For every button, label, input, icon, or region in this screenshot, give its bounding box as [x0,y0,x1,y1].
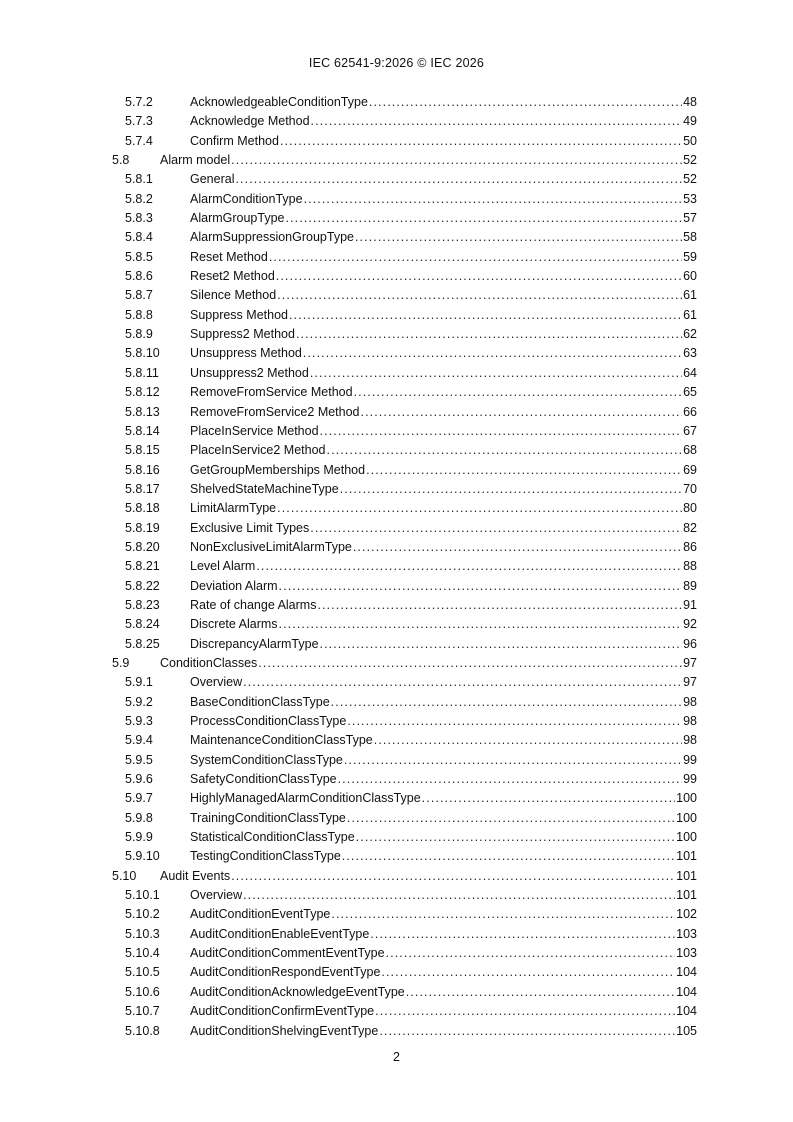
toc-entry-page: 98 [683,694,697,709]
toc-entry[interactable] [0,847,793,866]
dot-leader [304,190,683,209]
toc-entry-body [190,538,697,557]
toc-entry[interactable] [0,751,793,770]
toc-entry-title: Alarm model [160,153,231,168]
toc-entry[interactable] [0,944,793,963]
toc-entry-title: Discrete Alarms [190,617,278,632]
dot-leader [347,712,682,731]
toc-entry-body [190,1022,697,1041]
toc-entry[interactable] [0,789,793,808]
toc-entry-page: 104 [676,965,697,980]
toc-entry-page: 101 [676,868,697,883]
toc-entry-body [160,151,697,170]
toc-entry-body [190,886,697,905]
toc-entry-body [190,963,697,982]
toc-entry[interactable] [0,886,793,905]
toc-entry-number: 5.7.4 [125,133,153,148]
dot-leader [353,538,682,557]
toc-entry-number: 5.8.11 [125,365,159,380]
toc-entry-page: 102 [676,907,697,922]
dot-leader [331,905,675,924]
toc-entry[interactable] [0,596,793,615]
dot-leader [280,132,682,151]
toc-entry-number: 5.8.7 [125,288,153,303]
toc-entry[interactable] [0,983,793,1002]
toc-entry-title: AcknowledgeableConditionType [190,95,368,109]
toc-entry-title: Deviation Alarm [190,578,278,593]
toc-entry-number: 5.8.25 [125,636,160,651]
dot-leader [331,693,682,712]
toc-entry-body [190,480,697,499]
toc-entry-body [190,170,697,189]
toc-entry-body [190,306,697,325]
toc-entry-body [190,248,697,267]
dot-leader [356,828,675,847]
toc-entry-body [190,577,697,596]
toc-entry[interactable] [0,712,793,731]
toc-entry-number: 5.9 [112,655,130,670]
toc-entry-page: 86 [683,539,697,554]
toc-entry[interactable] [0,325,793,344]
toc-entry-title: RemoveFromService Method [190,385,353,400]
toc-entry-page: 101 [676,849,697,864]
dot-leader [243,886,675,905]
toc-entry-page: 52 [683,172,697,187]
toc-entry-page: 100 [676,810,697,825]
toc-entry-page: 99 [683,772,697,787]
toc-entry-body [190,190,697,209]
toc-entry-title: ShelvedStateMachineType [190,481,339,496]
toc-entry-body [190,905,697,924]
toc-entry-title: Rate of change Alarms [190,597,317,612]
toc-entry-body [190,228,697,247]
toc-entry-number: 5.8.22 [125,578,160,593]
toc-entry-title: PlaceInService2 Method [190,443,326,458]
toc-entry-title: AuditConditionShelvingEventType [190,1023,379,1038]
toc-entry-title: Audit Events [160,868,231,883]
toc-entry[interactable] [0,383,793,402]
toc-entry-page: 82 [683,520,697,535]
toc-entry-body [160,867,697,886]
toc-entry-title: Overview [190,888,243,903]
toc-entry-page: 100 [676,830,697,845]
toc-entry-title: Reset Method [190,249,268,264]
toc-entry-number: 5.9.5 [125,752,153,767]
page-header: IEC 62541-9:2026 © IEC 2026 [308,56,485,70]
toc-entry-number: 5.8.10 [125,346,160,361]
toc-entry-page: 65 [683,385,697,400]
dot-leader [342,847,675,866]
toc-entry-page: 103 [676,926,697,941]
toc-entry-title: SystemConditionClassType [190,752,343,767]
toc-entry-body [160,654,697,673]
dot-leader [303,344,682,363]
toc-entry-page: 58 [683,230,697,245]
toc-entry-title: ProcessConditionClassType [190,714,347,728]
toc-entry-page: 50 [683,133,697,148]
toc-entry-page: 48 [683,95,697,109]
toc-entry-title: General [190,172,235,187]
dot-leader [386,944,676,963]
toc-entry-title: Overview [190,675,243,690]
toc-entry-body [190,1002,697,1021]
toc-entry-title: StatisticalConditionClassType [190,830,355,845]
toc-entry-page: 97 [683,655,697,670]
toc-entry-page: 104 [676,984,697,999]
toc-entry[interactable] [0,403,793,422]
toc-entry-body [190,112,697,131]
toc-entry[interactable] [0,93,793,112]
toc-entry-number: 5.9.7 [125,791,153,806]
toc-entry-page: 105 [676,1023,697,1038]
toc-entry-number: 5.8.21 [125,559,160,574]
dot-leader [269,248,682,267]
toc-entry-number: 5.8.20 [125,539,160,554]
dot-leader [310,519,682,538]
toc-entry-page: 100 [676,791,697,806]
dot-leader [231,151,682,170]
dot-leader [277,499,682,518]
toc-entry-number: 5.8.15 [125,443,160,458]
dot-leader [354,383,683,402]
dot-leader [344,751,682,770]
toc-entry-number: 5.8.19 [125,520,160,535]
dot-leader [381,963,675,982]
toc-entry-page: 57 [683,211,697,226]
toc-entry[interactable] [0,615,793,634]
dot-leader [366,461,682,480]
toc-entry-page: 49 [683,114,697,129]
toc-entry-number: 5.9.1 [125,675,153,690]
toc-entry[interactable] [0,809,793,828]
toc-entry-body [190,673,697,692]
toc-entry-number: 5.8.13 [125,404,160,419]
toc-entry-body [190,441,697,460]
toc-entry-body [190,731,697,750]
toc-entry-page: 101 [676,888,697,903]
toc-entry-number: 5.9.6 [125,772,153,787]
dot-leader [276,267,682,286]
toc-entry-number: 5.8.5 [125,249,153,264]
toc-entry-body [190,132,697,151]
dot-leader [311,112,683,131]
toc-entry-title: AuditConditionEventType [190,907,331,922]
toc-entry[interactable] [0,286,793,305]
dot-leader [338,770,682,789]
dot-leader [422,789,675,808]
toc-entry-body [190,461,697,480]
toc-entry-number: 5.9.8 [125,810,153,825]
toc-entry-number: 5.8.6 [125,269,153,284]
toc-entry-page: 99 [683,752,697,767]
toc-entry-body [190,925,697,944]
toc-entry-number: 5.9.10 [125,849,160,864]
toc-entry-number: 5.9.9 [125,830,153,845]
dot-leader [320,422,683,441]
toc-entry-title: AlarmSuppressionGroupType [190,230,354,245]
toc-entry-page: 103 [676,946,697,961]
toc-entry[interactable] [0,170,793,189]
toc-entry-number: 5.9.2 [125,694,153,709]
dot-leader [317,596,682,615]
toc-entry[interactable] [0,1002,793,1021]
toc-entry[interactable] [0,635,793,654]
toc-entry-number: 5.10.5 [125,965,160,980]
toc-entry-page: 96 [683,636,697,651]
toc-entry-number: 5.9.3 [125,714,153,728]
toc-entry-number: 5.10.2 [125,907,160,922]
dot-leader [243,673,682,692]
toc-entry-page: 61 [683,307,697,322]
dot-leader [370,925,675,944]
toc-entry-body [190,789,697,808]
toc-entry-title: TestingConditionClassType [190,849,341,864]
toc-entry-page: 67 [683,423,697,438]
toc-entry-title: Confirm Method [190,133,279,148]
toc-entry-number: 5.9.4 [125,733,153,748]
toc-entry-page: 62 [683,327,697,342]
toc-entry-page: 52 [683,153,697,168]
toc-entry[interactable] [0,693,793,712]
toc-entry-body [190,519,697,538]
toc-entry-body [190,809,697,828]
toc-entry-title: AlarmGroupType [190,211,285,226]
toc-entry-page: 98 [683,733,697,748]
table-of-contents [0,93,793,1041]
toc-entry[interactable] [0,151,793,170]
dot-leader [327,441,683,460]
toc-entry-body [190,770,697,789]
toc-entry-title: DiscrepancyAlarmType [190,636,319,651]
toc-entry-title: AuditConditionAcknowledgeEventType [190,984,405,999]
toc-entry-page: 89 [683,578,697,593]
toc-entry-page: 61 [683,288,697,303]
toc-entry[interactable] [0,499,793,518]
dot-leader [231,867,675,886]
toc-entry-title: NonExclusiveLimitAlarmType [190,539,352,554]
toc-entry[interactable] [0,770,793,789]
toc-entry-body [190,93,697,112]
toc-entry[interactable] [0,828,793,847]
toc-entry-number: 5.8.14 [125,423,160,438]
toc-entry-page: 63 [683,346,697,361]
toc-entry-number: 5.8.2 [125,191,153,206]
toc-entry-number: 5.8.8 [125,307,153,322]
toc-entry-title: PlaceInService Method [190,423,319,438]
page-number: 2 [393,1050,400,1064]
toc-entry-body [190,983,697,1002]
toc-entry-number: 5.8.17 [125,481,160,496]
toc-entry-title: MaintenanceConditionClassType [190,733,373,748]
toc-entry[interactable] [0,1022,793,1041]
toc-entry[interactable] [0,306,793,325]
toc-entry-title: Suppress Method [190,307,288,322]
dot-leader [379,1022,675,1041]
toc-entry[interactable] [0,248,793,267]
toc-entry-title: AuditConditionEnableEventType [190,926,370,941]
dot-leader [296,325,682,344]
toc-entry-page: 60 [683,269,697,284]
toc-entry[interactable] [0,228,793,247]
toc-entry-title: AuditConditionRespondEventType [190,965,381,980]
toc-entry-title: GetGroupMemberships Method [190,462,366,477]
dot-leader [374,731,682,750]
toc-entry-title: RemoveFromService2 Method [190,404,360,419]
toc-entry-body [190,635,697,654]
toc-entry-body [190,828,697,847]
toc-entry-body [190,847,697,866]
toc-entry[interactable] [0,209,793,228]
toc-entry-body [190,286,697,305]
toc-entry[interactable] [0,190,793,209]
toc-entry-title: Acknowledge Method [190,114,310,129]
toc-entry-title: SafetyConditionClassType [190,772,337,787]
toc-entry-number: 5.10.7 [125,1004,160,1019]
toc-entry-title: AuditConditionConfirmEventType [190,1004,375,1019]
toc-entry-number: 5.10.1 [125,888,160,903]
toc-entry-page: 59 [683,249,697,264]
toc-entry[interactable] [0,905,793,924]
toc-entry-title: LimitAlarmType [190,501,277,516]
toc-entry-title: Silence Method [190,288,277,303]
dot-leader [320,635,683,654]
toc-entry-body [190,557,697,576]
dot-leader [289,306,682,325]
toc-entry-title: AlarmConditionType [190,191,303,206]
toc-entry-number: 5.8.16 [125,462,160,477]
toc-entry-title: Unsuppress2 Method [190,365,309,380]
toc-entry-number: 5.8.9 [125,327,153,342]
dot-leader [277,286,682,305]
toc-entry-number: 5.8.24 [125,617,160,632]
toc-entry-title: TrainingConditionClassType [190,810,346,825]
toc-entry[interactable] [0,731,793,750]
toc-entry-page: 88 [683,559,697,574]
toc-entry-page: 80 [683,501,697,516]
toc-entry-page: 64 [683,365,697,380]
toc-entry[interactable] [0,538,793,557]
toc-entry-number: 5.8.4 [125,230,153,245]
toc-entry-number: 5.7.2 [125,95,153,109]
toc-entry-title: Unsuppress Method [190,346,302,361]
toc-entry-number: 5.10.6 [125,984,160,999]
dot-leader [355,228,682,247]
toc-entry-number: 5.8.3 [125,211,153,226]
toc-entry-body [190,267,697,286]
toc-entry-body [190,596,697,615]
toc-entry[interactable] [0,112,793,131]
toc-entry-number: 5.10.4 [125,946,160,961]
toc-entry-body [190,944,697,963]
toc-entry-number: 5.8.12 [125,385,160,400]
toc-entry[interactable] [0,963,793,982]
toc-entry-page: 92 [683,617,697,632]
toc-entry[interactable] [0,519,793,538]
toc-entry-page: 70 [683,481,697,496]
dot-leader [361,403,683,422]
toc-entry[interactable] [0,441,793,460]
toc-entry-title: BaseConditionClassType [190,694,330,709]
toc-entry[interactable] [0,344,793,363]
dot-leader [406,983,675,1002]
toc-entry[interactable] [0,577,793,596]
dot-leader [279,615,683,634]
toc-entry-page: 91 [683,597,697,612]
toc-entry[interactable] [0,461,793,480]
toc-entry-body [190,403,697,422]
toc-entry-number: 5.8.18 [125,501,160,516]
toc-entry-body [190,712,697,731]
toc-entry[interactable] [0,480,793,499]
toc-entry-title: HighlyManagedAlarmConditionClassType [190,791,421,806]
toc-entry-title: Level Alarm [190,559,256,574]
toc-entry-number: 5.8 [112,153,130,168]
dot-leader [285,209,682,228]
toc-entry-body [190,325,697,344]
toc-entry-body [190,499,697,518]
toc-entry-title: ConditionClasses [160,655,258,670]
toc-entry-body [190,422,697,441]
toc-entry-body [190,615,697,634]
dot-leader [256,557,682,576]
dot-leader [235,170,682,189]
toc-entry-body [190,364,697,383]
toc-entry-page: 97 [683,675,697,690]
toc-entry-number: 5.8.1 [125,172,153,187]
dot-leader [310,364,682,383]
toc-entry-body [190,383,697,402]
toc-entry-title: AuditConditionCommentEventType [190,946,385,961]
toc-entry[interactable] [0,364,793,383]
toc-entry[interactable] [0,867,793,886]
toc-entry[interactable] [0,132,793,151]
toc-entry-title: Suppress2 Method [190,327,295,342]
dot-leader [340,480,682,499]
toc-entry[interactable] [0,422,793,441]
toc-entry-page: 98 [683,714,697,728]
toc-entry-page: 69 [683,462,697,477]
toc-entry-title: Exclusive Limit Types [190,520,310,535]
dot-leader [347,809,675,828]
toc-entry[interactable] [0,925,793,944]
toc-entry-body [190,344,697,363]
dot-leader [279,577,683,596]
toc-entry[interactable] [0,673,793,692]
toc-entry-page: 53 [683,191,697,206]
toc-entry-page: 104 [676,1004,697,1019]
toc-entry-body [190,751,697,770]
toc-entry-page: 66 [683,404,697,419]
dot-leader [369,93,682,112]
toc-entry-page: 68 [683,443,697,458]
dot-leader [375,1002,675,1021]
toc-entry[interactable] [0,654,793,673]
toc-entry-body [190,693,697,712]
toc-entry-body [190,209,697,228]
toc-entry-title: Reset2 Method [190,269,275,284]
toc-entry[interactable] [0,267,793,286]
dot-leader [258,654,682,673]
toc-entry-number: 5.7.3 [125,114,153,129]
toc-entry[interactable] [0,557,793,576]
toc-entry-number: 5.8.23 [125,597,160,612]
toc-entry-number: 5.10 [112,868,137,883]
toc-entry-number: 5.10.8 [125,1023,160,1038]
toc-entry-number: 5.10.3 [125,926,160,941]
